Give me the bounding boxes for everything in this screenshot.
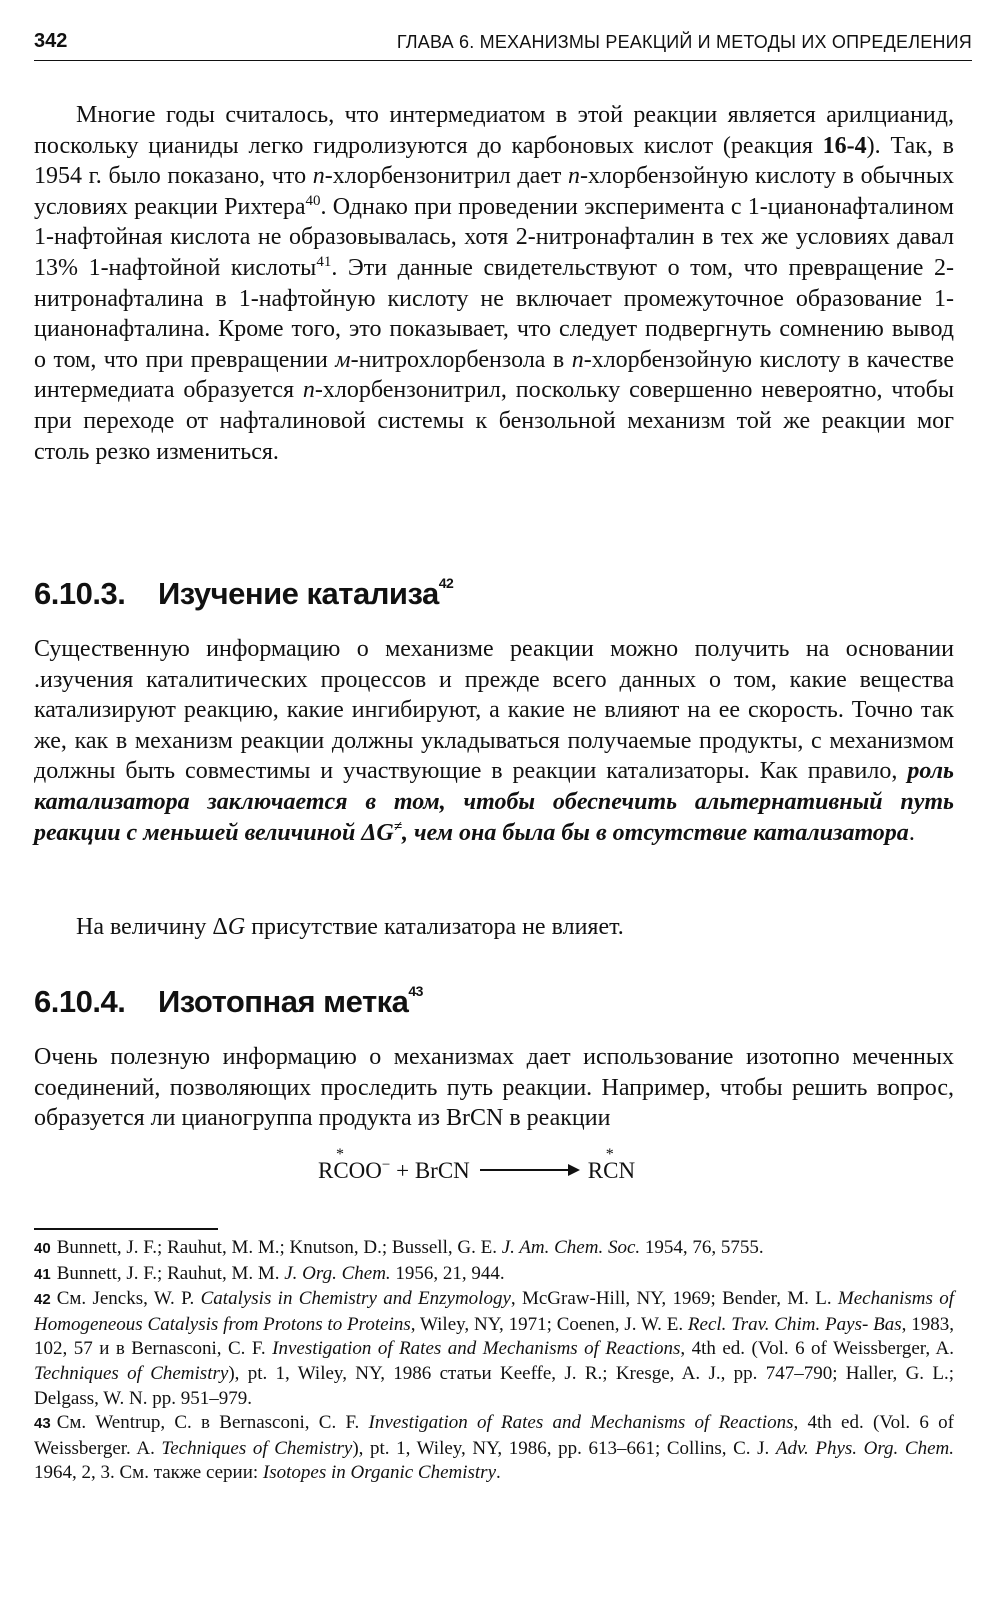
page-number: 342 — [34, 30, 68, 52]
reaction-arrow-icon — [480, 1169, 578, 1171]
section-number: 6.10.4. — [34, 984, 126, 1019]
text: Bunnett, J. F.; Rauhut, M. M.; Knutson, D.; Bussell, G. E. — [56, 1237, 502, 1258]
para-prefix: п — [571, 346, 584, 373]
para-prefix: п — [312, 163, 325, 190]
footnote-mark: 41 — [34, 1265, 51, 1283]
book-title: Techniques of Chemistry — [161, 1437, 353, 1459]
text: , 4th ed. (Vol. 6 of Weissberger. A. — [34, 1412, 954, 1459]
chapter-title: ГЛАВА 6. МЕХАНИЗМЫ РЕАКЦИЙ И МЕТОДЫ ИХ ОПРЕДЕЛЕНИЯ — [396, 32, 972, 52]
footnote-mark: 42 — [34, 1291, 51, 1309]
section-heading-catalysis — [34, 576, 453, 612]
book-title: Investigation of Rates and Mechanisms of Reactions — [368, 1412, 794, 1434]
text: -хлорбензонитрил дает — [324, 163, 569, 190]
section-number: 6.10.3. — [34, 576, 126, 611]
isotope-label-mark: * — [605, 1146, 614, 1163]
product — [587, 1146, 636, 1184]
book-title: Techniques of Chemistry — [34, 1362, 229, 1384]
paragraph-richter-reaction — [34, 100, 954, 467]
symbol-g: G — [227, 914, 246, 940]
text: . Эти данные свидетельствуют о том, что превращение 2-нитронафталина в 1-нафтойную кислоту не включает промежуточное образование 1-цианонафталина. Кроме того, это показывает, что следует подвергнуть сомнению вывод о том, что при превращении — [34, 254, 954, 373]
emphasis-text: , чем она была бы в отсутствие катализатора — [401, 819, 909, 846]
footnote-43 — [34, 1411, 954, 1486]
text: 1956, 21, 944. — [390, 1262, 505, 1284]
text: , McGraw-Hill, NY, 1969; Bender, M. L. — [510, 1288, 838, 1310]
text: На величину Δ — [76, 914, 228, 940]
section-title: Изучение катализа — [158, 576, 439, 611]
isotope-label-mark: * — [336, 1146, 344, 1163]
text: 1964, 2, 3. См. также серии: — [34, 1462, 263, 1484]
paragraph-delta-g — [34, 912, 954, 943]
reaction-ref: 16-4 — [822, 132, 867, 159]
footnote-ref-43[interactable]: 43 — [408, 983, 423, 999]
running-head — [34, 26, 972, 61]
paragraph-catalysis — [34, 634, 954, 848]
journal: Recl. Trav. Chim. Pays- Bas — [687, 1313, 902, 1335]
book-title: Isotopes in Organic Chemistry — [262, 1462, 497, 1484]
text: . Однако при проведении эксперимента с 1-цианонафталином 1-нафтойная кислота не образовывалась, хотя 2-нитронафталин в тех же условиях давал 13% 1-нафтойной кислоты — [34, 193, 954, 281]
footnote-42 — [34, 1287, 954, 1411]
text: Bunnett, J. F.; Rauhut, M. M. — [56, 1262, 285, 1284]
journal: J. Am. Chem. Soc. — [501, 1237, 641, 1258]
footnote-divider — [34, 1228, 218, 1230]
footnote-41 — [34, 1262, 954, 1288]
footnote-ref-41[interactable]: 41 — [316, 253, 332, 270]
footnote-40 — [34, 1236, 954, 1262]
text: , 1983, 102, 57 и в Bernasconi, C. F. — [34, 1313, 954, 1360]
footnote-mark: 40 — [34, 1240, 51, 1257]
paragraph-isotope — [34, 1042, 954, 1134]
text: ), pt. 1, Wiley, NY, 1986, pp. 613–661; Collins, C. J. — [352, 1437, 776, 1459]
reaction-equation — [318, 1146, 636, 1184]
text: -хлорбензойную кислоту в качестве интермедиата образуется — [34, 346, 954, 404]
text: 1954, 76, 5755. — [640, 1237, 764, 1258]
text: , Wiley, NY, 1971; Coenen, J. W. E. — [410, 1313, 688, 1335]
footnote-ref-40[interactable]: 40 — [305, 192, 321, 209]
journal: Adv. Phys. Org. Chem. — [775, 1437, 954, 1459]
activation-symbol: ≠ — [393, 818, 402, 835]
meta-prefix: м — [335, 346, 351, 373]
section-title: Изотопная метка — [158, 984, 409, 1019]
reactant — [318, 1146, 391, 1184]
reagent: + BrCN — [390, 1158, 470, 1183]
journal: J. Org. Chem. — [284, 1262, 391, 1284]
text: -хлорбензонитрил, поскольку совершенно невероятно, чтобы при переходе от нафталиновой системы к бензольной механизм той же реакции мог столь резко измениться. — [34, 377, 954, 465]
product-formula: RCN — [587, 1158, 636, 1183]
text: См. Wentrup, C. в Bernasconi, C. F. — [56, 1412, 369, 1434]
text: . — [908, 819, 915, 846]
text: Очень полезную информацию о механизмах дает использование изотопно меченных соединений, позволяющих проследить путь реакции. Например, чтобы решить вопрос, образуется ли цианогруппа продукта из BrCN в реакции — [34, 1044, 954, 1132]
text: . — [496, 1462, 501, 1484]
footnote-mark: 43 — [34, 1415, 51, 1433]
text: ), pt. 1, Wiley, NY, 1986 статьи Keeffe, J. R.; Kresge, A. J., pp. 747–790; Haller, G. L.; Delgass, W. N. pp. 951–979. — [34, 1362, 954, 1409]
book-title: Investigation of Rates and Mechanisms of Reactions — [272, 1338, 681, 1360]
text: См. Jencks, W. P. — [56, 1288, 201, 1310]
footnote-ref-42[interactable]: 42 — [438, 575, 454, 591]
book-title: Catalysis in Chemistry and Enzymology — [200, 1288, 511, 1310]
section-heading-isotope — [34, 984, 423, 1020]
text: -нитрохлорбензола в — [350, 346, 572, 373]
para-prefix: п — [302, 377, 315, 404]
footnotes — [34, 1236, 954, 1486]
emphasis-text: роль катализатора заключается в том, чтобы обеспечить альтернативный путь реакции с меньшей величиной ΔG — [34, 758, 954, 846]
text: присутствие катализатора не влияет. — [245, 914, 624, 940]
charge: − — [381, 1157, 391, 1173]
para-prefix: п — [568, 163, 581, 190]
book-title: Mechanisms of Homogeneous Catalysis from Protons to Proteins — [34, 1288, 955, 1335]
text: Существенную информацию о механизме реакции можно получить на основании .изучения каталитических процессов и прежде всего данных о том, какие вещества катализируют реакцию, какие ингибируют, а какие не влияют на ее скорость. Точно так же, как в механизм реакции должны укладываться получаемые продукты, с механизмом должны быть совместимы и участвующие в реакции катализаторы. Как правило, — [34, 636, 954, 785]
reactant-formula: RCOO — [318, 1158, 382, 1183]
text: ). Так, в 1954 г. было показано, что — [34, 132, 954, 190]
text: Многие годы считалось, что интермедиатом в этой реакции является арилцианид, поскольку цианиды легко гидролизуются до карбоновых кислот (реакция — [34, 102, 954, 159]
text: -хлорбензойную кислоту в обычных условиях реакции Рихтера — [34, 163, 954, 220]
text: , 4th ed. (Vol. 6 of Weissberger, A. — [680, 1338, 954, 1360]
